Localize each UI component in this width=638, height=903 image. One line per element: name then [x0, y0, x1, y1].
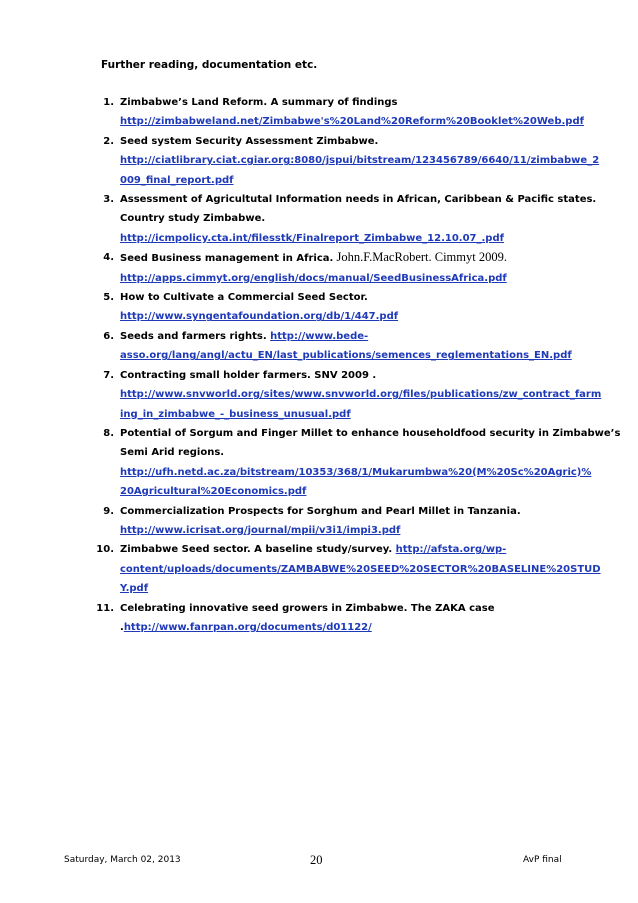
reference-text: Contracting small holder farmers. SNV 2009 .	[120, 369, 377, 381]
reference-line	[120, 151, 600, 170]
reference-item	[76, 540, 601, 598]
reference-list	[76, 93, 621, 637]
reference-line	[120, 405, 576, 424]
reference-link[interactable]: http://www.icrisat.org/journal/mpii/v3i1/impi3.pdf	[120, 524, 401, 536]
reference-item	[76, 190, 597, 248]
reference-item	[76, 132, 600, 190]
reference-text: Zimbabwe’s Land Reform. A summary of findings	[120, 97, 398, 108]
reference-text: Zimbabwe Seed sector. A baseline study/survey.	[120, 544, 396, 556]
reference-item	[76, 502, 576, 541]
reference-line	[120, 463, 592, 482]
reference-line	[120, 502, 576, 521]
reference-line	[120, 443, 576, 462]
reference-number: 4.	[103, 252, 114, 264]
reference-item	[76, 248, 576, 288]
reference-line	[120, 132, 576, 151]
footer-date: Saturday, March 02, 2013	[64, 855, 181, 865]
reference-link[interactable]: Y.pdf	[120, 583, 149, 595]
page-number: 20	[310, 853, 323, 867]
reference-item	[76, 599, 576, 638]
reference-item	[76, 327, 576, 366]
reference-number: 8.	[103, 427, 114, 439]
reference-line	[120, 560, 601, 579]
reference-text: Potential of Sorgum and Finger Millet to enhance householdfood security in Zimbabwe’s	[120, 427, 621, 439]
reference-link[interactable]: ing_in_zimbabwe_-_business_unusual.pdf	[120, 408, 351, 420]
reference-number: 6.	[103, 330, 114, 342]
reference-text: .	[120, 621, 124, 633]
reference-line	[120, 599, 576, 618]
reference-item	[76, 93, 584, 132]
reference-line	[120, 112, 584, 131]
reference-line	[120, 346, 576, 365]
reference-text: Celebrating innovative seed growers in Zimbabwe. The ZAKA case	[120, 602, 495, 614]
reference-link[interactable]: http://www.snvworld.org/sites/www.snvworld.org/files/publications/zw_contract_farm	[120, 389, 602, 401]
reference-link[interactable]: 20Agricultural%20Economics.pdf	[120, 486, 307, 498]
reference-link[interactable]: asso.org/lang/angl/actu_EN/last_publications/semences_reglementations_EN.pdf	[120, 350, 572, 362]
reference-line	[120, 269, 576, 288]
reference-text: Semi Arid regions.	[120, 447, 225, 459]
reference-line	[120, 209, 576, 228]
reference-line	[120, 482, 576, 501]
reference-text: Commercialization Prospects for Sorghum and Pearl Millet in Tanzania.	[120, 505, 521, 517]
section-heading: Further reading, documentation etc.	[101, 59, 318, 71]
footer-doc-label: AvP final	[523, 855, 562, 865]
reference-item	[76, 366, 602, 424]
reference-number: 1.	[103, 97, 114, 108]
reference-line	[120, 93, 576, 112]
reference-number: 2.	[103, 135, 114, 147]
reference-line	[120, 366, 576, 385]
reference-link[interactable]: http://apps.cimmyt.org/english/docs/manual/SeedBusinessAfrica.pdf	[120, 272, 507, 284]
reference-link[interactable]: http://icmpolicy.cta.int/filesstk/Finalreport_Zimbabwe_12.10.07_.pdf	[120, 232, 504, 244]
reference-link[interactable]: http://www.fanrpan.org/documents/d01122/	[123, 621, 372, 633]
reference-link[interactable]: http://ciatlibrary.ciat.cgiar.org:8080/jspui/bitstream/123456789/6640/11/zimbabwe_2	[120, 155, 600, 167]
reference-item	[76, 424, 621, 502]
reference-line	[120, 288, 576, 307]
reference-number: 9.	[103, 505, 114, 517]
reference-link[interactable]: http://zimbabweland.net/Zimbabwe's%20Land%20Reform%20Booklet%20Web.pdf	[120, 116, 584, 128]
reference-number: 5.	[103, 292, 114, 304]
reference-text: Country study Zimbabwe.	[120, 213, 266, 225]
reference-text: Seed Business management in Africa.	[120, 253, 334, 265]
reference-link[interactable]: http://afsta.org/wp-	[395, 544, 507, 556]
reference-number: 10.	[96, 544, 114, 556]
reference-line	[120, 171, 576, 190]
reference-text: Assessment of Agricultutal Information needs in African, Caribbean & Pacific states.	[120, 194, 597, 206]
reference-text: How to Cultivate a Commercial Seed Sector.	[120, 292, 368, 304]
reference-number: 11.	[96, 602, 114, 614]
reference-line	[120, 618, 576, 637]
reference-link[interactable]: http://www.bede-	[270, 330, 369, 342]
reference-line	[120, 327, 576, 346]
reference-line	[120, 307, 576, 326]
reference-line	[120, 190, 597, 209]
reference-link[interactable]: http://www.syngentafoundation.org/db/1/447.pdf	[120, 311, 399, 323]
reference-line	[120, 579, 576, 598]
reference-number: 3.	[103, 194, 114, 206]
reference-item	[76, 288, 576, 327]
reference-text: Seeds and farmers rights.	[120, 330, 271, 342]
reference-line	[120, 424, 621, 443]
reference-number: 7.	[103, 369, 114, 381]
reference-line	[120, 540, 576, 559]
reference-text: Seed system Security Assessment Zimbabwe.	[120, 135, 379, 147]
reference-author: John.F.MacRobert. Cimmyt 2009.	[333, 250, 507, 265]
reference-line	[120, 521, 576, 540]
reference-line	[120, 248, 576, 268]
reference-link[interactable]: 009_final_report.pdf	[120, 174, 234, 186]
reference-line	[120, 229, 576, 248]
reference-link[interactable]: content/uploads/documents/ZAMBABWE%20SEED%20SECTOR%20BASELINE%20STUD	[120, 563, 601, 575]
reference-link[interactable]: http://ufh.netd.ac.za/bitstream/10353/368/1/Mukarumbwa%20(M%20Sc%20Agric)%	[120, 466, 592, 478]
reference-line	[120, 385, 602, 404]
